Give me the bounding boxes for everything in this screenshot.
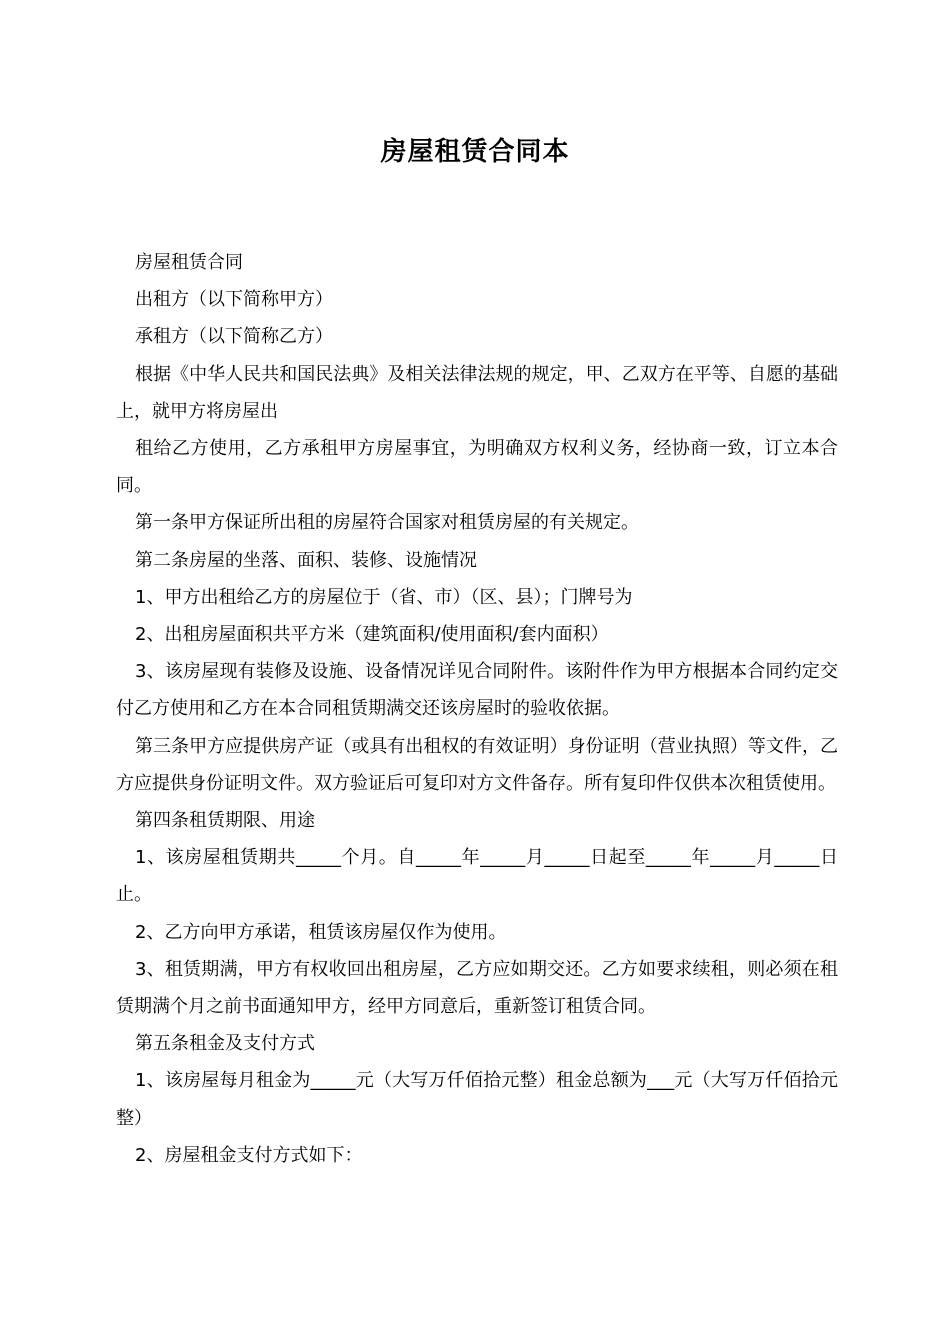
document-body — [116, 244, 838, 1174]
paragraph: 承租方（以下简称乙方） — [135, 326, 333, 348]
paragraph: 1、甲方出租给乙方的房屋位于（省、市）（区、县）；门牌号为 — [135, 586, 633, 608]
paragraph: 第二条房屋的坐落、面积、装修、设施情况 — [135, 549, 477, 571]
paragraph: 1、该房屋每月租金为_____元（大写万仟佰拾元整）租金总额为___元（大写万仟佰拾元整） — [116, 1070, 838, 1129]
paragraph: 2、房屋租金支付方式如下： — [135, 1144, 363, 1166]
paragraph: 第五条租金及支付方式 — [135, 1033, 315, 1055]
paragraph: 房屋租赁合同 — [135, 252, 243, 273]
paragraph: 租给乙方使用，乙方承租甲方房屋事宜，为明确双方权利义务，经协商一致，订立本合同。 — [116, 438, 838, 497]
paragraph: 3、该房屋现有装修及设施、设备情况详见合同附件。该附件作为甲方根据本合同约定交付乙方使用和乙方在本合同租赁期满交还该房屋时的验收依据。 — [116, 661, 838, 720]
paragraph: 第四条租赁期限、用途 — [135, 810, 315, 832]
paragraph: 第三条甲方应提供房产证（或具有出租权的有效证明）身份证明（营业执照）等文件，乙方应提供身份证明文件。双方验证后可复印对方文件备存。所有复印件仅供本次租赁使用。 — [116, 735, 838, 794]
paragraph: 2、乙方向甲方承诺，租赁该房屋仅作为使用。 — [135, 921, 507, 943]
paragraph: 2、出租房屋面积共平方米（建筑面积/使用面积/套内面积） — [135, 624, 609, 646]
paragraph: 第一条甲方保证所出租的房屋符合国家对租赁房屋的有关规定。 — [135, 512, 639, 534]
paragraph: 1、该房屋租赁期共_____个月。自_____年_____月_____日起至_____年_____月_____日止。 — [116, 847, 838, 906]
paragraph: 出租方（以下简称甲方） — [135, 289, 333, 311]
paragraph: 3、租赁期满，甲方有权收回出租房屋，乙方应如期交还。乙方如要求续租，则必须在租赁期满个月之前书面通知甲方，经甲方同意后，重新签订租赁合同。 — [116, 958, 838, 1018]
paragraph: 根据《中华人民共和国民法典》及相关法律法规的规定，甲、乙双方在平等、自愿的基础上，就甲方将房屋出 — [116, 363, 838, 422]
document-title: 房屋租赁合同本 — [380, 137, 570, 167]
